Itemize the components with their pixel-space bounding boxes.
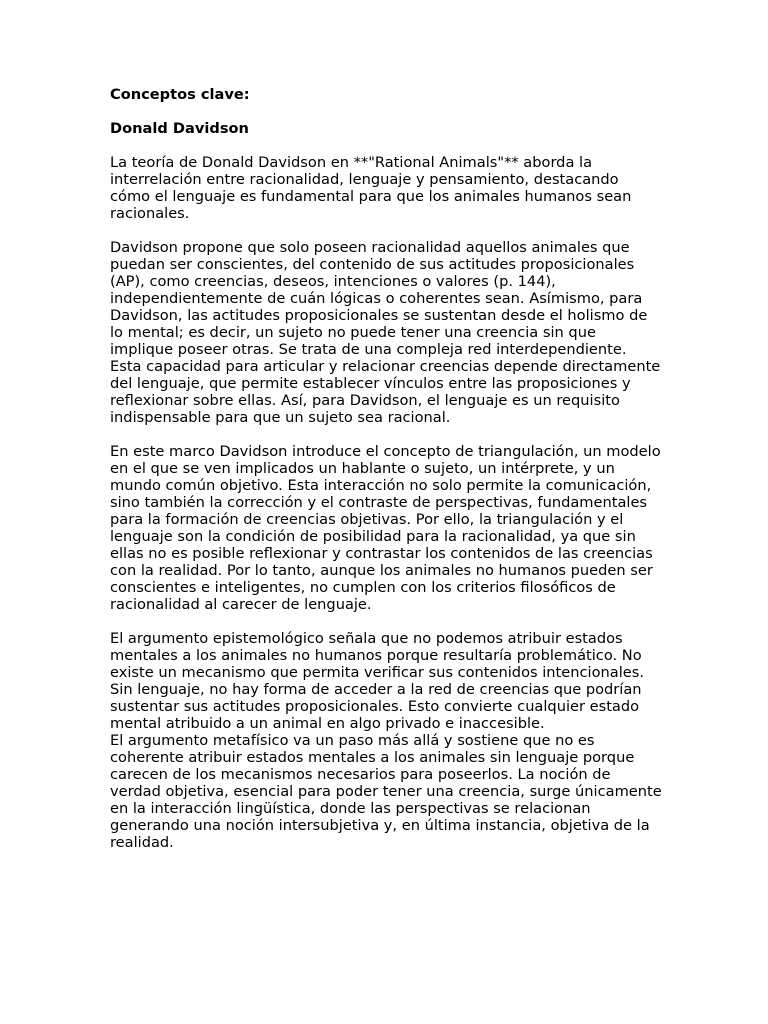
paragraph-epistemological-argument: El argumento epistemológico señala que no podemos atribuir estados mentales a los animales no humanos porque resultaría problemático. No existe un mecanismo que permita verificar sus contenidos intencionales. Sin lenguaje, no hay forma de acceder a la red de creencias que podrían sustentar sus actitudes proposicionales. Esto convierte cualquier estado mental atribuido a un animal en algo privado e inaccesible.: [110, 630, 644, 732]
paragraph-rationality: Davidson propone que solo poseen racionalidad aquellos animales que puedan ser conscientes, del contenido de sus actitudes proposicionales (AP), como creencias, deseos, intenciones o valores (p. 144), independientemente de cuán lógicas o coherentes sean. Asímismo, para Davidson, las actitudes proposicionales se sustentan desde el holismo de lo mental; es decir, un sujeto no puede tener una creencia sin que implique poseer otras. Se trata de una compleja red interdependiente. Esta capacidad para articular y relacionar creencias depende directamente del lenguaje, que permite establecer vínculos entre las proposiciones y reflexionar sobre ellas. Así, para Davidson, el lenguaje es un requisito indispensable para que un sujeto sea racional.: [110, 239, 661, 426]
heading-author: Donald Davidson: [110, 120, 249, 137]
document-page: [110, 86, 662, 851]
paragraph-metaphysical-argument: El argumento metafísico va un paso más allá y sostiene que no es coherente atribuir estados mentales a los animales sin lenguaje porque carecen de los mecanismos necesarios para poseerlos. La noción de verdad objetiva, esencial para poder tener una creencia, surge únicamente en la interacción lingüística, donde las perspectivas se relacionan generando una noción intersubjetiva y, en última instancia, objetiva de la realidad.: [110, 732, 662, 851]
paragraph-intro: La teoría de Donald Davidson en **"Rational Animals"** aborda la interrelación entre racionalidad, lenguaje y pensamiento, destacando cómo el lenguaje es fundamental para que los animales humanos sean racionales.: [110, 154, 632, 222]
paragraph-triangulation: En este marco Davidson introduce el concepto de triangulación, un modelo en el que se ven implicados un hablante o sujeto, un intérprete, y un mundo común objetivo. Esta interacción no solo permite la comunicación, sino también la corrección y el contraste de perspectivas, fundamentales para la formación de creencias objetivas. Por ello, la triangulación y el lenguaje son la condición de posibilidad para la racionalidad, ya que sin ellas no es posible reflexionar y contrastar los contenidos de las creencias con la realidad. Por lo tanto, aunque los animales no humanos pueden ser conscientes e inteligentes, no cumplen con los criterios filosóficos de racionalidad al carecer de lenguaje.: [110, 443, 661, 613]
heading-key-concepts: Conceptos clave:: [110, 86, 250, 103]
